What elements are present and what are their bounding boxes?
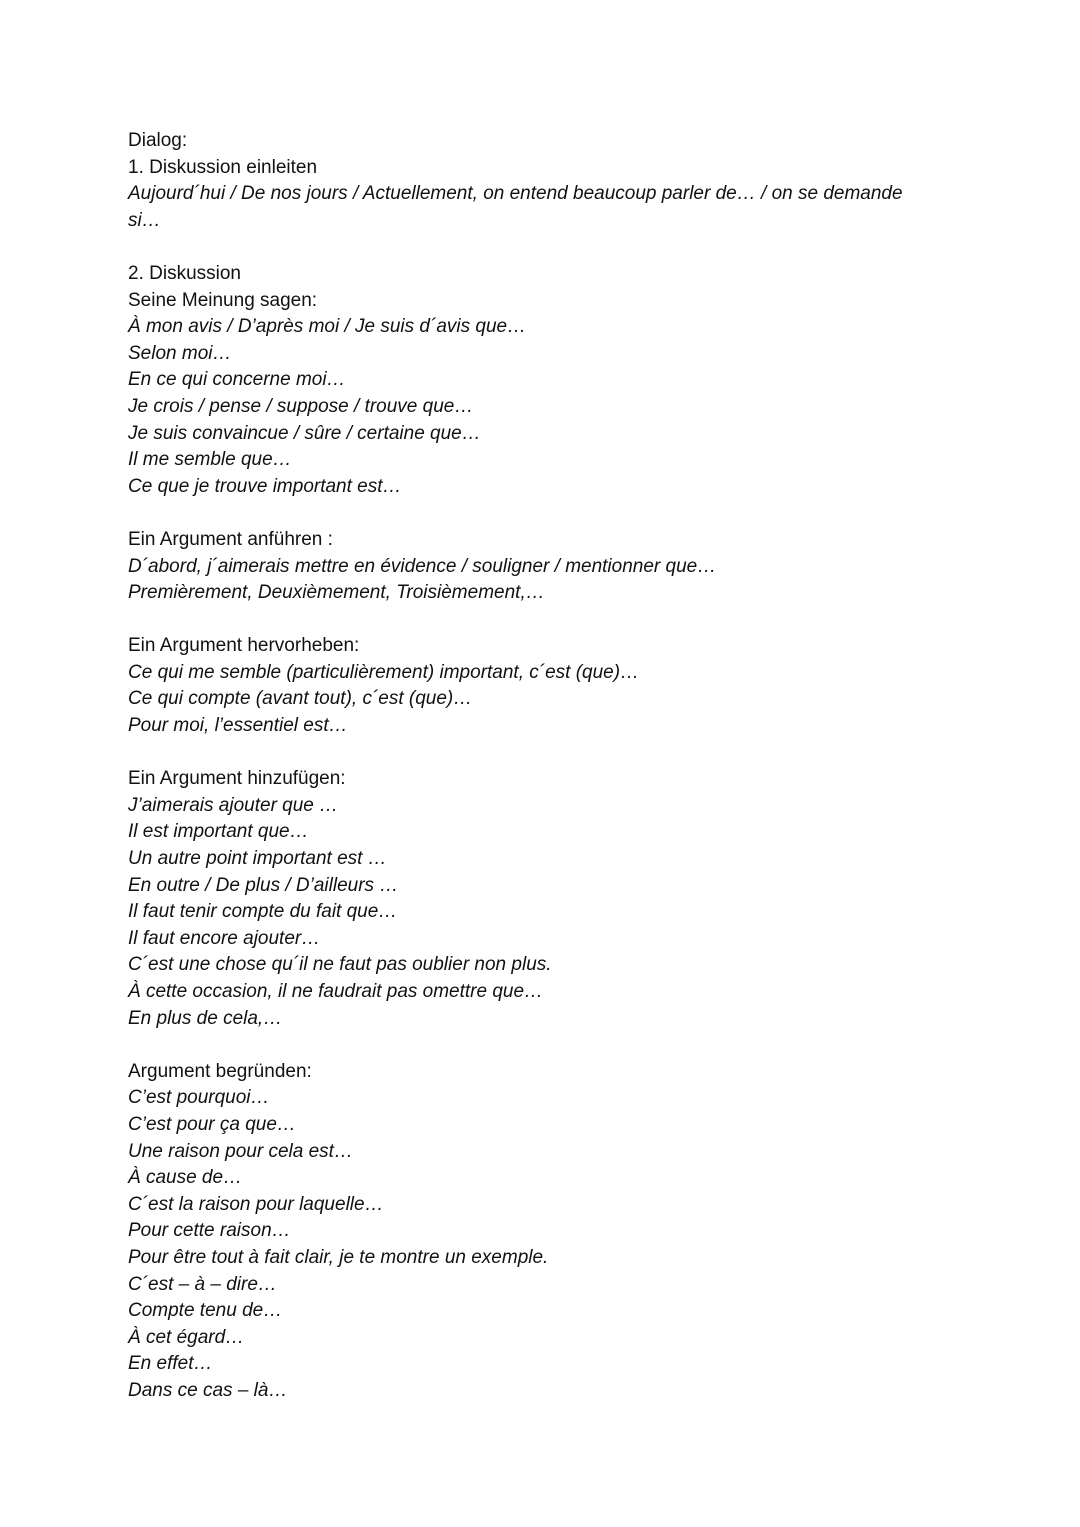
phrase: En plus de cela,…	[128, 1007, 283, 1029]
phrase: Une raison pour cela est…	[128, 1140, 353, 1162]
intro-phrase: Aujourd´hui / De nos jours / Actuellement, on entend beaucoup parler de… / on se demande	[128, 183, 903, 205]
phrase: À cette occasion, il ne faudrait pas omettre que…	[128, 981, 544, 1002]
section-title: Ein Argument hervorheben:	[128, 635, 360, 657]
phrase: Compte tenu de…	[128, 1300, 283, 1322]
phrase: Un autre point important est …	[128, 848, 387, 870]
section-title: Seine Meinung sagen:	[128, 289, 318, 311]
phrase: Ce que je trouve important est…	[128, 475, 402, 497]
intro-phrase-continued: si…	[128, 209, 161, 231]
phrase: Pour cette raison…	[128, 1220, 291, 1242]
section-add-argument	[128, 766, 988, 1032]
phrase: J’aimerais ajouter que …	[128, 794, 339, 816]
phrase: Il me semble que…	[128, 449, 292, 471]
spacer	[128, 1032, 988, 1059]
phrase: En outre / De plus / D’ailleurs …	[128, 874, 399, 896]
phrase: En ce qui concerne moi…	[128, 369, 346, 391]
phrase: En effet…	[128, 1353, 213, 1375]
phrase: Premièrement, Deuxièmement, Troisièmement,…	[128, 582, 545, 604]
spacer	[128, 607, 988, 634]
document-title: Dialog:	[128, 130, 188, 151]
phrase: Pour moi, l’essentiel est…	[128, 715, 348, 737]
spacer	[128, 740, 988, 767]
phrase: D´abord, j´aimerais mettre en évidence / souligner / mentionner que…	[128, 555, 717, 577]
phrase: À cet égard…	[128, 1326, 245, 1348]
phrase: C’est pour ça que…	[128, 1113, 296, 1135]
intro-heading: 1. Diskussion einleiten	[128, 156, 318, 178]
phrase: Ce qui me semble (particulièrement) important, c´est (que)…	[128, 661, 640, 683]
spacer	[128, 500, 988, 527]
section-title: Ein Argument anführen :	[128, 528, 333, 550]
section-title: Ein Argument hinzufügen:	[128, 768, 346, 790]
phrase: Il faut tenir compte du fait que…	[128, 901, 398, 923]
phrase: Pour être tout à fait clair, je te montre un exemple.	[128, 1246, 549, 1268]
phrase: À cause de…	[128, 1167, 243, 1189]
phrase: Ce qui compte (avant tout), c´est (que)…	[128, 688, 473, 710]
phrase: Il faut encore ajouter…	[128, 927, 321, 949]
phrase: Je suis convaincue / sûre / certaine que…	[128, 422, 481, 444]
section-opinion	[128, 288, 988, 501]
section-justify-argument	[128, 1059, 988, 1405]
phrase: Je crois / pense / suppose / trouve que…	[128, 395, 474, 417]
section-introduce-argument	[128, 527, 988, 607]
phrase: C´est une chose qu´il ne faut pas oublier non plus.	[128, 954, 552, 976]
phrase: C´est – à – dire…	[128, 1273, 277, 1295]
section-emphasize-argument	[128, 633, 988, 739]
phrase: Il est important que…	[128, 821, 309, 843]
discussion-heading: 2. Diskussion	[128, 262, 241, 284]
phrase: Dans ce cas – là…	[128, 1379, 288, 1401]
phrase: Selon moi…	[128, 342, 232, 364]
phrase: C´est la raison pour laquelle…	[128, 1193, 384, 1215]
spacer	[128, 234, 988, 261]
phrase: C’est pourquoi…	[128, 1087, 270, 1109]
section-title: Argument begründen:	[128, 1060, 312, 1082]
document-page	[128, 128, 988, 1405]
phrase: À mon avis / D’après moi / Je suis d´avis que…	[128, 316, 527, 338]
